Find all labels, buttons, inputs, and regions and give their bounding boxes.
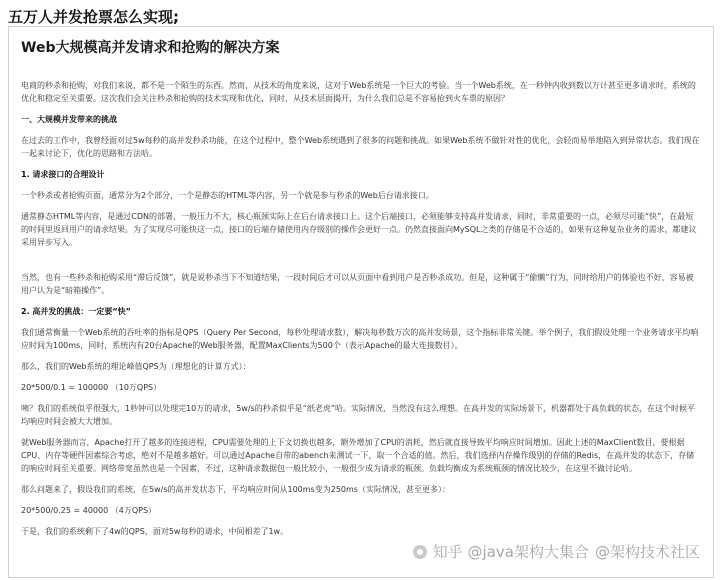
article-screenshot: [8, 26, 714, 578]
article-title: Web大规模高并发请求和抢购的解决方案: [21, 40, 280, 56]
watermark-overlay-text: @架构技术社区: [594, 543, 700, 561]
section-heading-interface: 1. 请求接口的合理设计: [21, 170, 105, 179]
conclusion-paragraph: 于是，我们的系统剩下了4w的QPS，面对5w每秒的请求，中间相差了1w。: [21, 527, 289, 536]
intro-paragraph: 电商的秒杀和抢购，对我们来说，都不是一个陌生的东西。然而，从技术的角度来说，这对于Web系统是一个巨大的考验。当一个Web系统，在一秒钟内收到数以万计甚至更多请求时，系统的优化和稳定至关重要。这次我们会关注秒杀和抢购的技术实现和优化，同时，从技术层面揭开，为什么我们总是不容易抢到火车票的原因？: [21, 81, 696, 103]
qps-paragraph: 我们通常衡量一个Web系统的吞吐率的指标是QPS（Query Per Second，每秒处理请求数），解决每秒数万次的高并发场景，这个指标非常关键。举个例子，我们假设处理一个业务请求平均响应时间为100ms，同时，系统内有20台Apache的Web服务器，配置MaxClients为500个（表示Apache的最大连接数目）。: [21, 328, 699, 350]
watermark-logo-icon: [413, 545, 427, 559]
interface-paragraph-1: 一个秒杀或者抢购页面，通常分为2个部分，一个是静态的HTML等内容，另一个就是参与秒杀的Web后台请求接口。: [21, 191, 434, 200]
apache-paragraph: 就Web服务器而言，Apache打开了越多的连接进程，CPU需要处理的上下文切换也越多，额外增加了CPU的消耗，然后就直接导致平均响应时间增加。因此上述的MaxClient数目，要根据CPU、内存等硬件因素综合考虑，绝对不是越多越好。可以通过Apache自带的abench来测试一下，取一个合适的值。然后，我们选择内存操作级别的存储的Redis，在高并发的状态下，存储的响应时间至关重要。网络带宽虽然也是一个因素，不过，这种请求数据包一般比较小，一般很少成为请求的瓶颈。负载均衡成为系统瓶颈的情况比较少，在这里不做讨论哈。: [21, 438, 695, 473]
page-title: 五万人并发抢票怎么实现;: [8, 8, 179, 26]
section-heading-fast: 2. 高并发的挑战：一定要“快”: [21, 307, 131, 316]
qps-formula-intro: 那么，我们的Web系统的理论峰值QPS为（理想化的计算方式）：: [21, 362, 251, 371]
watermark: [413, 541, 700, 562]
delayed-feedback-paragraph: 当然，也有一些秒杀和抢购采用“滞后反馈”，就是说秒杀当下不知道结果，一段时间后才可以从页面中看到用户是否秒杀成功。但是，这种属于“偷懒”行为，同时给用户的体验也不好，容易被用户认为是“暗箱操作”。: [21, 273, 694, 295]
reality-paragraph: 咦？我们的系统似乎很强大，1秒钟可以处理完10万的请求，5w/s的秒杀似乎是“纸老虎”哈。实际情况，当然没有这么理想。在高并发的实际场景下，机器都处于高负载的状态，在这个时候平均响应时间会被大大增加。: [21, 404, 696, 426]
challenges-paragraph: 在过去的工作中，我曾经面对过5w每秒的高并发秒杀功能，在这个过程中，整个Web系统遇到了很多的问题和挑战。如果Web系统不做针对性的优化，会轻而易举地陷入到异常状态。我们现在一起来讨论下，优化的思路和方法哈。: [21, 136, 700, 158]
problem-paragraph: 那么问题来了，假设我们的系统，在5w/s的高并发状态下，平均响应时间从100ms变为250ms（实际情况，甚至更多）：: [21, 485, 450, 494]
interface-paragraph-2: 通常静态HTML等内容，是通过CDN的部署，一般压力不大，核心瓶颈实际上在后台请求接口上。这个后端接口，必须能够支持高并发请求，同时，非常重要的一点，必须尽可能“快”，在最短的时间里返回用户的请求结果。为了实现尽可能快这一点，接口的后端存储使用内存级别的操作会更好一点。仍然直接面向MySQL之类的存储是不合适的，如果有这种复杂业务的需求，都建议采用异步写入。: [21, 212, 697, 247]
watermark-text: 知乎 @java架构大集合: [432, 543, 589, 561]
qps-formula-2: 20*500/0.25 = 40000 （4万QPS）: [21, 506, 157, 515]
section-heading-challenges: 一、大规模并发带来的挑战: [21, 115, 117, 124]
qps-formula-1: 20*500/0.1 = 100000 （10万QPS）: [21, 383, 162, 392]
